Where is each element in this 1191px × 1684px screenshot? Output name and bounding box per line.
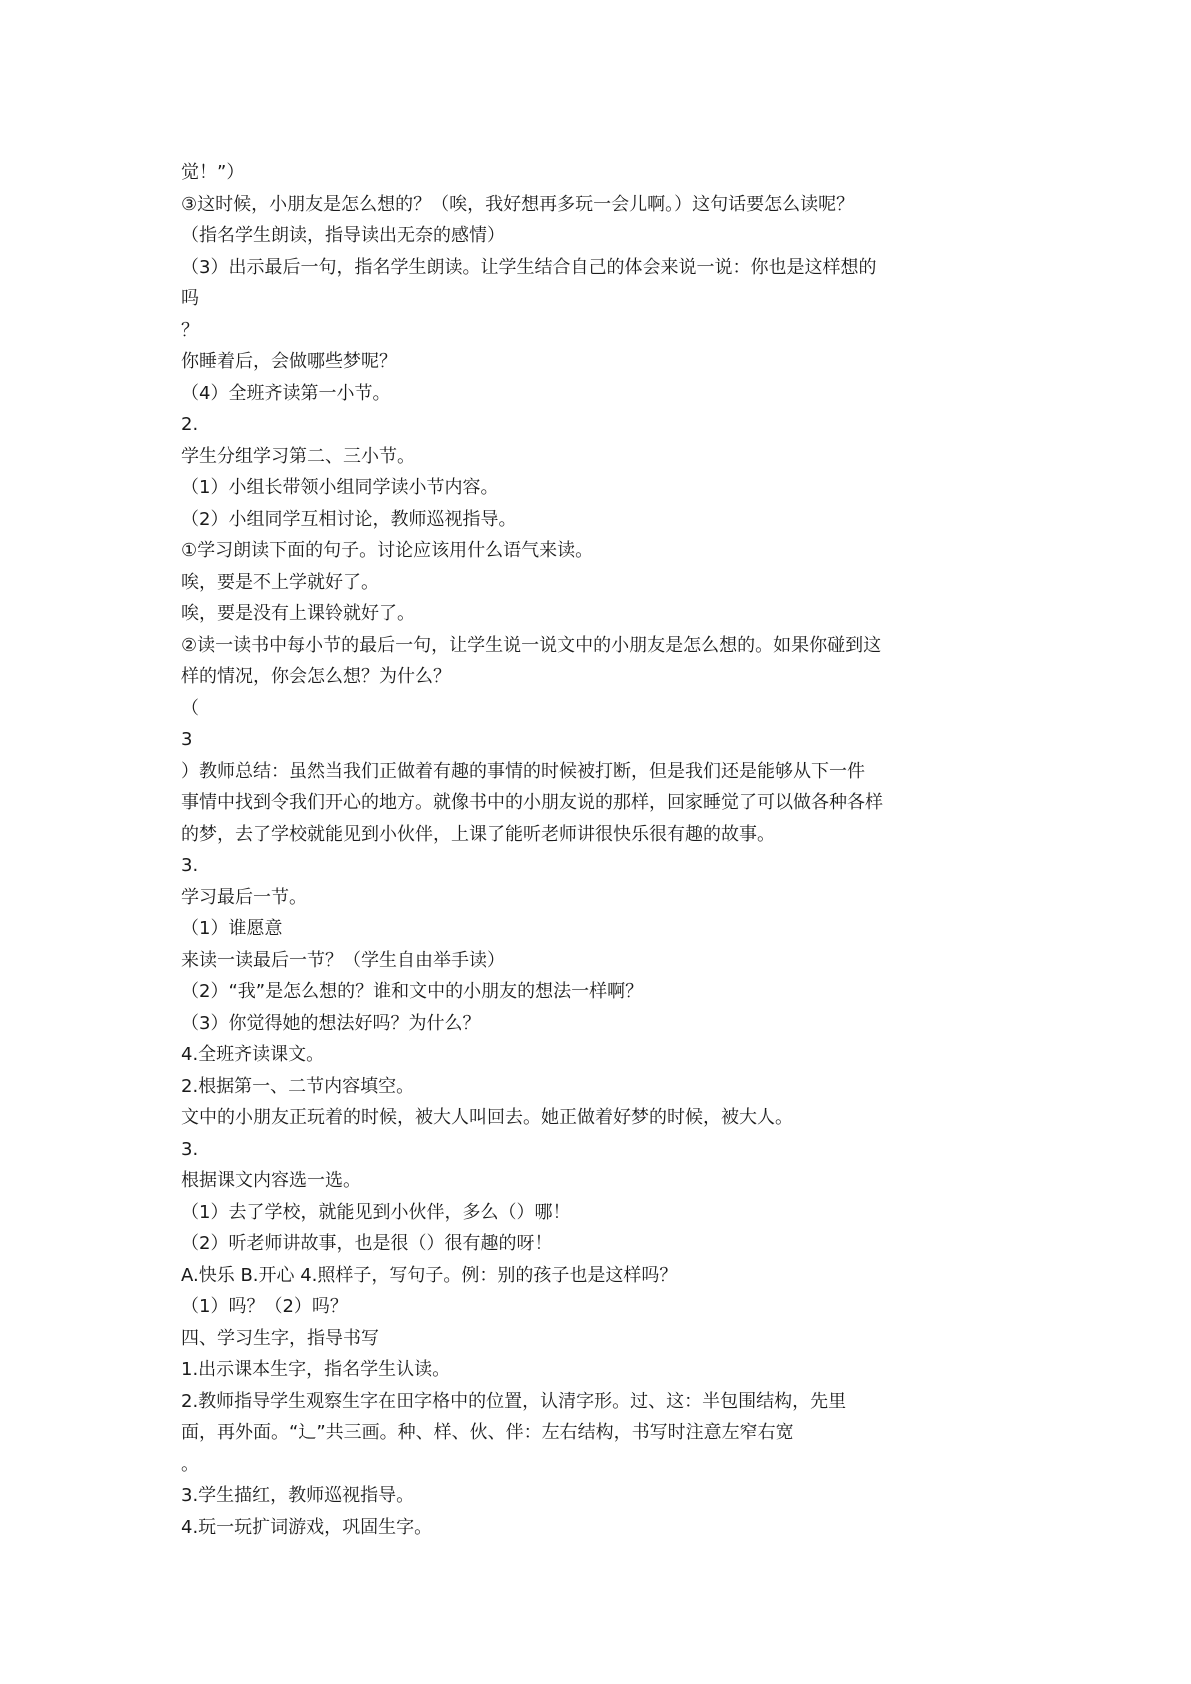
text-line: 2.教师指导学生观察生字在田字格中的位置，认清字形。过、这：半包围结构，先里: [181, 1390, 847, 1412]
text-line: ①学习朗读下面的句子。讨论应该用什么语气来读。: [181, 540, 594, 561]
text-line: ）教师总结：虽然当我们正做着有趣的事情的时候被打断，但是我们还是能够从下一件: [181, 760, 865, 782]
text-line: 觉！”）: [181, 162, 245, 183]
text-line: 3.学生描红，教师巡视指导。: [181, 1485, 415, 1506]
text-line: 面，再外面。“辶”共三画。种、样、伙、伴：左右结构，书写时注意左窄右宽: [181, 1422, 794, 1443]
text-line: 4.全班齐读课文。: [181, 1044, 325, 1065]
text-line: 样的情况，你会怎么想？为什么？: [181, 666, 451, 687]
text-line: （2）听老师讲故事，也是很（）很有趣的呀！: [181, 1233, 553, 1254]
text-line: 根据课文内容选一选。: [181, 1170, 361, 1191]
text-line: 4.玩一玩扩词游戏，巩固生字。: [181, 1516, 433, 1538]
text-line: 文中的小朋友正玩着的时候，被大人叫回去。她正做着好梦的时候，被大人。: [181, 1107, 793, 1128]
text-line: 学生分组学习第二、三小节。: [181, 445, 415, 467]
text-line: 3: [181, 729, 193, 750]
text-line: 四、学习生字，指导书写: [181, 1327, 379, 1349]
text-line: 唉，要是不上学就好了。: [181, 571, 379, 593]
text-line: A.快乐 B.开心 4.照样子，写句子。例：别的孩子也是这样吗？: [181, 1264, 678, 1286]
text-line: 的梦，去了学校就能见到小伙伴，上课了能听老师讲很快乐很有趣的故事。: [181, 823, 775, 845]
text-line: （1）谁愿意: [181, 918, 283, 939]
text-line: ②读一读书中每小节的最后一句，让学生说一说文中的小朋友是怎么想的。如果你碰到这: [181, 634, 882, 656]
document-body: [181, 157, 1041, 1543]
text-line: 2.根据第一、二节内容填空。: [181, 1075, 415, 1097]
text-line: 2.: [181, 414, 199, 435]
text-line: （指名学生朗读，指导读出无奈的感情）: [181, 225, 505, 246]
text-line: （2）“我”是怎么想的？谁和文中的小朋友的想法一样啊？: [181, 981, 644, 1002]
text-line: ？: [181, 319, 199, 341]
text-line: （4）全班齐读第一小节。: [181, 382, 391, 404]
text-line: （3）出示最后一句，指名学生朗读。让学生结合自己的体会来说一说：你也是这样想的: [181, 256, 877, 278]
text-line: 来读一读最后一节？（学生自由举手读）: [181, 949, 505, 971]
text-line: 3.: [181, 1138, 199, 1160]
text-line: ③这时候，小朋友是怎么想的？（唉，我好想再多玩一会儿啊。）这句话要怎么读呢？: [181, 193, 855, 215]
text-line: （1）去了学校，就能见到小伙伴，多么（）哪！: [181, 1201, 571, 1223]
text-line: 吗: [181, 288, 199, 309]
text-line: （3）你觉得她的想法好吗？为什么？: [181, 1012, 481, 1034]
text-line: （: [181, 697, 199, 719]
text-line: （2）小组同学互相讨论，教师巡视指导。: [181, 508, 517, 530]
text-line: 。: [181, 1453, 199, 1475]
text-line: 学习最后一节。: [181, 886, 307, 908]
text-line: （1）小组长带领小组同学读小节内容。: [181, 477, 499, 498]
text-line: 1.出示课本生字，指名学生认读。: [181, 1359, 451, 1380]
text-line: 事情中找到令我们开心的地方。就像书中的小朋友说的那样，回家睡觉了可以做各种各样: [181, 792, 883, 813]
text-line: 唉，要是没有上课铃就好了。: [181, 603, 415, 624]
text-line: 你睡着后，会做哪些梦呢？: [181, 351, 397, 372]
text-line: （1）吗？（2）吗？: [181, 1296, 348, 1317]
text-line: 3.: [181, 855, 199, 876]
